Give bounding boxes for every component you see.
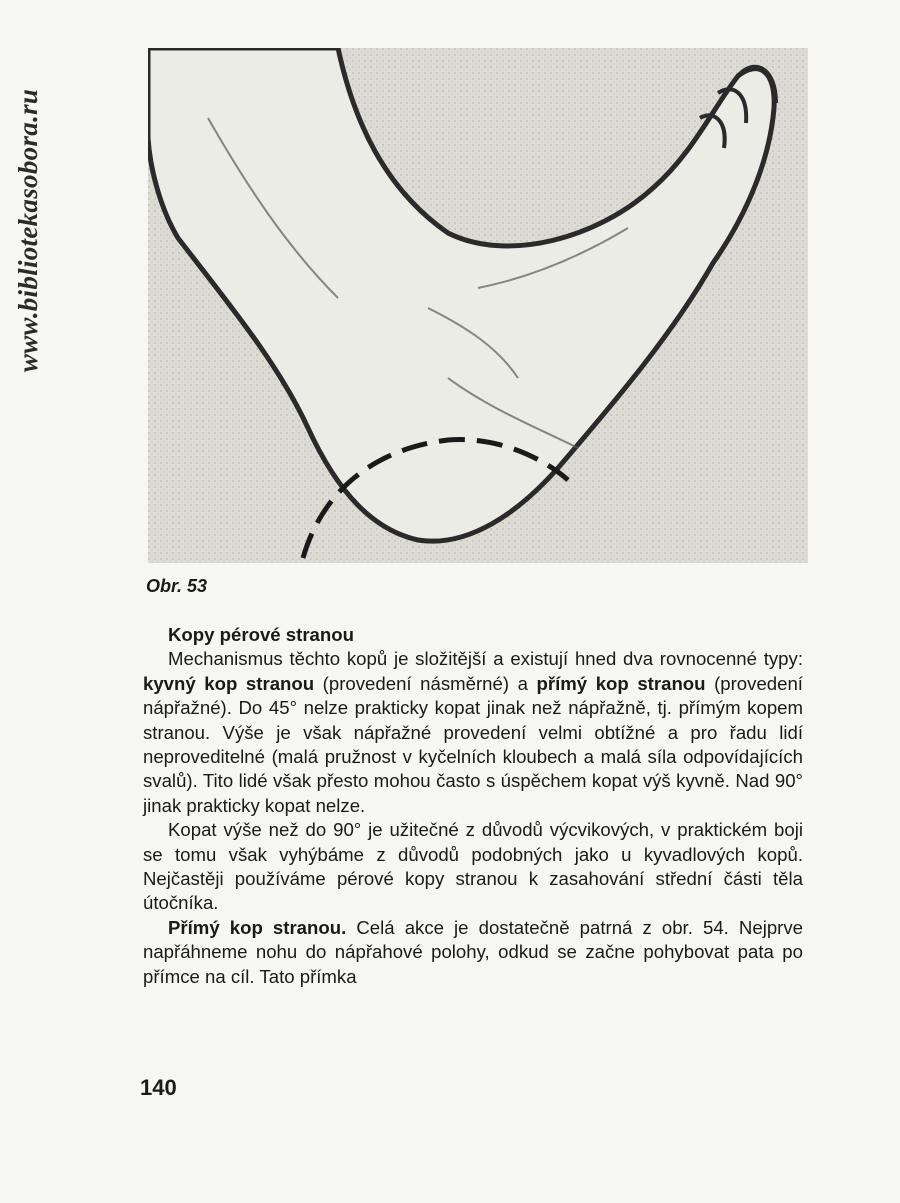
text-run: Kopat výše než do 90° je užitečné z důvodů výcvikových, v praktickém boji se tomu však vyhýbáme z důvodů podobných jako u kyvadlových kopů. Nejčastěji používáme pérové kopy stranou k zasahování střední části těla útočníka. (143, 819, 803, 914)
watermark-text: www.bibliotekasobora.ru (13, 88, 44, 372)
foot-illustration (148, 48, 808, 563)
text-run: (provedení nápřažné). Do 45° nelze prakticky kopat jinak než nápřažně, tj. přímým kopem stranou. Výše je však nápřažné provedení velmi obtížné a pro řadu lidí neproveditelné (malá pružnost v kyčelních kloubech a malá síla odpovídajících svalů). Tito lidé však přesto mohou často s úspěchem kopat výš kyvně. Nad 90° jinak prakticky kopat nelze. (143, 672, 803, 816)
article-body (143, 623, 803, 989)
paragraphs (143, 647, 803, 989)
paragraph (143, 647, 803, 818)
bold-term: přímý kop stranou (536, 672, 706, 694)
text-run: Mechanismus těchto kopů je složitější a existují hned dva rovnocenné typy: (168, 648, 803, 670)
bold-term: kyvný kop stranou (143, 672, 315, 694)
figure-caption: Obr. 53 (146, 576, 208, 596)
page-number: 140 (140, 1075, 177, 1100)
text-run: (provedení násměrné) a (314, 672, 537, 694)
text-run: Celá akce je dostatečně patrná z obr. 54. Nejprve napřáhneme nohu do nápřahové polohy, odkud se začne pohybovat pata po přímce na cíl. Tato přímka (143, 916, 803, 987)
paragraph (143, 916, 803, 989)
section-heading: Kopy pérové stranou (168, 624, 354, 645)
watermark (6, 20, 52, 440)
bold-term: Přímý kop stranou. (168, 916, 347, 938)
paragraph (143, 818, 803, 916)
